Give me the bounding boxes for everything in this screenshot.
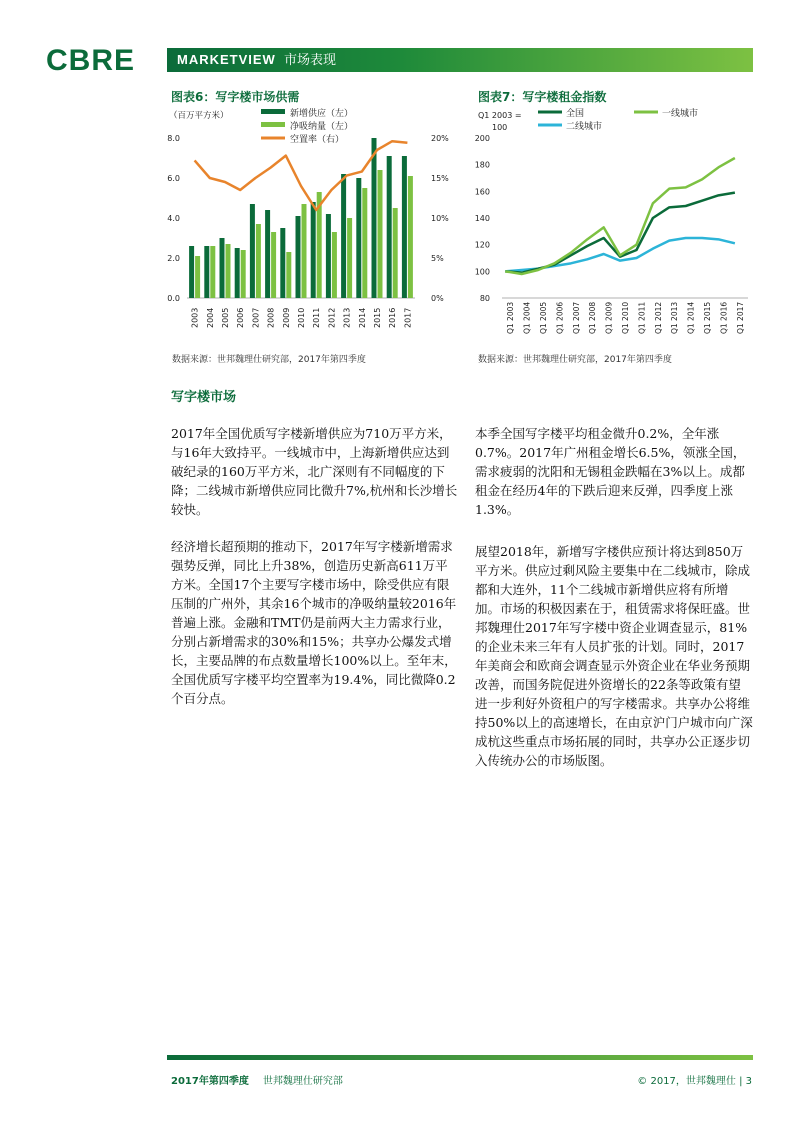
fig6-bar-absorption [256, 224, 261, 298]
fig7-xtick: Q1 2015 [703, 301, 712, 334]
fig6-bar-supply [326, 214, 331, 298]
fig7-xtick: Q1 2012 [653, 301, 663, 334]
fig6-xtick: 2015 [373, 307, 382, 328]
fig6-bar-absorption [241, 250, 246, 298]
fig6-bar-supply [356, 178, 361, 298]
fig6-chart [165, 104, 465, 346]
fig7-chart [472, 104, 762, 346]
fig7-title: 图表7：写字楼租金指数 [478, 90, 607, 104]
footer-left [171, 1072, 343, 1087]
fig6-ytick-right: 10% [431, 214, 449, 223]
fig6-bar-supply [402, 156, 407, 298]
fig7-ylabel-value: 100 [492, 123, 508, 132]
fig6-bar-supply [372, 138, 377, 298]
fig7-xtick: Q1 2005 [539, 301, 548, 334]
fig6-ytick-right: 0% [431, 294, 444, 303]
fig6-bar-supply [189, 246, 194, 298]
fig6-bar-supply [280, 228, 285, 298]
fig7-ytick: 80 [479, 294, 490, 303]
fig6-legend-swatch [261, 122, 285, 127]
fig6-bar-supply [204, 246, 209, 298]
fig6-title: 图表6：写字楼市场供需 [171, 90, 300, 104]
fig7-ytick: 140 [474, 214, 490, 223]
right-paragraph-2: 展望2018年，新增写字楼供应预计将达到850万平方米。供应过剩风险主要集中在二线城市，除成都和大连外，11个二线城市新增供应将有所增加。市场的积极因素在于，租赁需求将保旺盛。世邦魏理仕2017年写字楼中资企业调查显示，81%的企业未来三年有人员扩张的计划。同时，2017年美商会和欧商会调查显示外资企业在华业务预期改善，而国务院促进外资增长的22条等政策有望进一步利好外资租户的写字楼需求。共享办公将维持50%以上的高速增长，在由京沪门户城市向广深成杭这些重点市场拓展的同时，共享办公正逐步切入传统办公的市场版图。 [475, 544, 753, 768]
fig6-xtick: 2013 [342, 307, 352, 328]
fig6-ytick-left: 0.0 [167, 294, 180, 303]
fig7-ytick: 120 [474, 240, 490, 250]
fig6-legend-label: 空置率（右） [290, 135, 345, 145]
header-banner [167, 48, 753, 72]
fig7-xtick: Q1 2009 [604, 301, 614, 334]
fig7-ytick: 200 [474, 134, 490, 143]
fig6-ytick-left: 2.0 [167, 254, 180, 263]
fig7-xtick: Q1 2016 [719, 301, 729, 334]
fig7-xtick: Q1 2014 [686, 301, 696, 334]
fig7-xtick: Q1 2011 [637, 301, 647, 334]
right-paragraph-1: 本季全国写字楼平均租金微升0.2%，全年涨0.7%。2017年广州租金增长6.5%，领涨全国，需求疲弱的沈阳和无锡租金跌幅在3%以上。成都租金在经历4年的下跌后迎来反弹，四季度上涨1.3%。 [475, 426, 746, 517]
fig7-legend-label: 二线城市 [566, 122, 603, 132]
fig6-xtick: 2012 [327, 307, 337, 328]
fig6-bar-absorption [393, 208, 398, 298]
fig7-xtick: Q1 2010 [621, 301, 630, 334]
fig6-xtick: 2017 [403, 307, 413, 328]
fig6-bar-absorption [302, 204, 307, 298]
fig6-bar-absorption [210, 246, 215, 298]
fig7-xtick: Q1 2007 [571, 301, 581, 334]
fig6-bar-absorption [195, 256, 200, 298]
fig6-bar-supply [387, 156, 392, 298]
fig7-source: 数据来源：世邦魏理仕研究部，2017年第四季度 [478, 355, 672, 365]
fig6-bar-absorption [378, 170, 383, 298]
fig6-bar-absorption [271, 232, 276, 298]
fig7-legend-label: 全国 [566, 109, 585, 119]
fig7-legend-label: 一线城市 [662, 109, 699, 119]
fig6-bar-absorption [332, 232, 337, 298]
left-paragraph-2: 经济增长超预期的推动下，2017年写字楼新增需求强势反弹，同比上升38%，创造历史新高611万平方米。全国17个主要写字楼市场中，除受供应有限压制的广州外，其余16个城市的净吸纳量较2016年普遍上涨。金融和TMT仍是前两大主力需求行业，分别占新增需求的30%和15%；共享办公爆发式增长，主要品牌的布点数量增长100%以上。至年末，全国优质写字楼平均空置率为19.4%，同比微降0.2个百分点。 [171, 539, 457, 706]
footer-quarter: 2017年第四季度 [171, 1076, 249, 1087]
footer-dept: 世邦魏理仕研究部 [262, 1076, 343, 1087]
fig6-xtick: 2005 [221, 307, 230, 328]
fig6-ytick-right: 20% [431, 134, 449, 143]
banner-subtitle: 市场表现 [283, 53, 336, 68]
fig7-ytick: 160 [474, 187, 490, 197]
fig6-xtick: 2007 [251, 307, 261, 328]
left-paragraph-1: 2017年全国优质写字楼新增供应为710万平方米，与16年大致持平。一线城市中，上海新增供应达到破纪录的160万平方米，北广深则有不同幅度的下降；二线城市新增供应同比微升7%,杭州和长沙增长较快。 [171, 426, 458, 517]
fig6-legend-label: 净吸纳量（左） [290, 122, 354, 132]
fig6-xtick: 2010 [297, 307, 306, 328]
fig6-ytick-left: 4.0 [167, 214, 180, 223]
cbre-logo: CBRE [46, 44, 136, 77]
fig7-xtick: Q1 2003 [506, 301, 516, 334]
footer-right: © 2017，世邦魏理仕 | 3 [637, 1076, 752, 1087]
section-title: 写字楼市场 [171, 390, 237, 405]
fig7-xtick: Q1 2004 [522, 301, 532, 334]
fig7-xtick: Q1 2013 [670, 301, 680, 334]
fig6-bar-absorption [362, 188, 367, 298]
fig7-xtick: Q1 2017 [735, 301, 745, 334]
fig6-ytick-left: 6.0 [167, 174, 180, 183]
fig6-ylabel: （百万平方米） [169, 111, 229, 121]
fig6-ytick-left: 8.0 [167, 134, 180, 143]
fig6-bar-supply [235, 248, 240, 298]
fig6-bar-supply [296, 216, 301, 298]
fig6-bar-supply [341, 174, 346, 298]
fig6-bar-absorption [408, 176, 413, 298]
brand-label: MARKETVIEW [177, 52, 276, 67]
fig6-xtick: 2008 [266, 307, 276, 328]
fig6-xtick: 2011 [312, 307, 322, 328]
fig6-xtick: 2009 [281, 307, 291, 328]
fig7-ytick: 180 [474, 160, 490, 170]
fig6-legend-label: 新增供应（左） [290, 109, 354, 119]
fig6-xtick: 2004 [205, 307, 215, 328]
fig6-ytick-right: 15% [431, 174, 449, 183]
footer-rule [167, 1055, 753, 1060]
fig6-xtick: 2014 [357, 307, 367, 328]
fig6-xtick: 2006 [236, 307, 246, 328]
fig6-bar-supply [311, 202, 316, 298]
fig6-bar-absorption [226, 244, 231, 298]
fig6-xtick: 2016 [388, 307, 398, 328]
fig6-source: 数据来源：世邦魏理仕研究部，2017年第四季度 [172, 355, 366, 365]
fig6-bar-absorption [286, 252, 291, 298]
fig7-ytick: 100 [474, 267, 490, 277]
fig6-bar-absorption [347, 218, 352, 298]
fig6-bar-supply [250, 204, 255, 298]
fig6-bar-supply [220, 238, 225, 298]
fig6-ytick-right: 5% [431, 254, 444, 263]
fig6-xtick: 2003 [190, 307, 200, 328]
fig7-xtick: Q1 2008 [588, 301, 598, 334]
fig7-xtick: Q1 2006 [555, 301, 565, 334]
fig6-legend-swatch [261, 109, 285, 114]
fig6-bar-supply [265, 210, 270, 298]
fig7-ylabel: Q1 2003 = [478, 111, 522, 120]
